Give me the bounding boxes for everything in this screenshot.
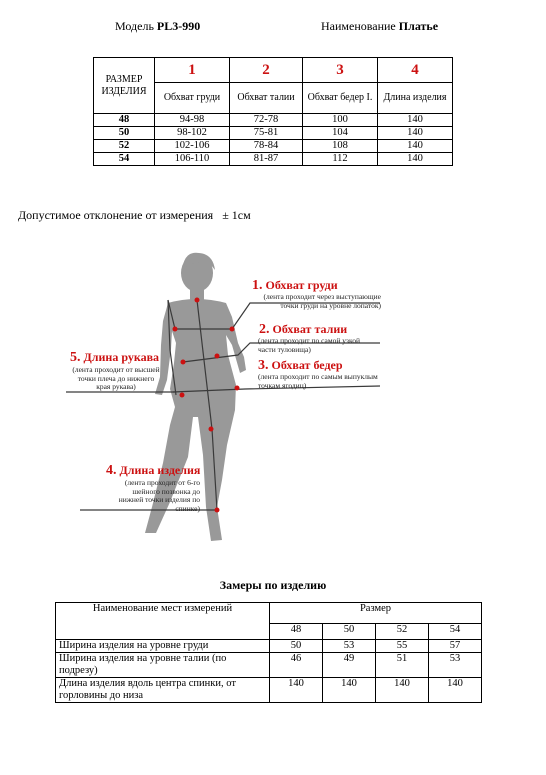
annotation-length-note: (лента проходит от 6-го шейного позвонка до нижней точки изделия по спинке) [118, 478, 200, 513]
col-label: Обхват талии [230, 83, 303, 114]
cell: 78-84 [230, 140, 303, 153]
cell: 140 [378, 127, 453, 140]
tolerance-value: ± 1см [222, 208, 251, 222]
annotation-hips: 3. Обхват бедер [258, 358, 343, 373]
annotation-sleeve-note: (лента проходит от высшей точки плеча до нижнего края рукава) [72, 365, 160, 391]
annotation-chest-note: (лента проходит через выступающие точки груди на уровне лопаток) [263, 292, 381, 310]
table-row [94, 127, 453, 140]
annotation-length: 4. Длина изделия [106, 463, 201, 478]
measures-table [55, 602, 482, 703]
cell: 72-78 [230, 114, 303, 127]
cell: 140 [376, 678, 429, 703]
cell: 55 [376, 640, 429, 653]
cell: 112 [303, 153, 378, 166]
col-number: 2 [230, 58, 303, 83]
table-row [94, 153, 453, 166]
col-number: 4 [378, 58, 453, 83]
cell: 140 [378, 153, 453, 166]
measure-name: Ширина изделия на уровне груди [56, 640, 270, 653]
annotation-sleeve: 5. Длина рукава [70, 350, 160, 365]
tolerance-line [18, 208, 251, 223]
col-number: 3 [303, 58, 378, 83]
annotation-hips-note: (лента проходит по самым выпуклым точкам ягодиц) [258, 372, 378, 390]
place-header: Наименование мест измерений [56, 603, 270, 640]
cell: 49 [323, 653, 376, 678]
row-size: 52 [94, 140, 155, 153]
table-row [94, 114, 453, 127]
cell: 94-98 [155, 114, 230, 127]
cell: 108 [303, 140, 378, 153]
table-row [94, 140, 453, 153]
size-col: 54 [429, 624, 482, 640]
cell: 106-110 [155, 153, 230, 166]
cell: 102-106 [155, 140, 230, 153]
cell: 46 [270, 653, 323, 678]
col-number: 1 [155, 58, 230, 83]
measure-name: Ширина изделия на уровне талии (по подрезу) [56, 653, 270, 678]
row-size: 54 [94, 153, 155, 166]
model-header [115, 19, 200, 34]
model-value: PL3-990 [156, 19, 201, 33]
cell: 140 [378, 140, 453, 153]
size-col: 50 [323, 624, 376, 640]
model-label: Модель [115, 19, 154, 33]
name-header [321, 19, 438, 34]
name-value: Платье [398, 19, 439, 33]
cell: 57 [429, 640, 482, 653]
col-label: Обхват бедер I. [303, 83, 378, 114]
cell: 140 [323, 678, 376, 703]
size-col: 52 [376, 624, 429, 640]
cell: 140 [270, 678, 323, 703]
cell: 50 [270, 640, 323, 653]
cell: 75-81 [230, 127, 303, 140]
annotation-waist-note: (лента проходит по самой узкой части туловища) [258, 336, 360, 354]
measures-title: Замеры по изделию [219, 578, 327, 592]
cell: 140 [378, 114, 453, 127]
cell: 98-102 [155, 127, 230, 140]
table-row [56, 678, 482, 703]
annotation-waist: 2. Обхват талии [259, 322, 348, 337]
row-size: 48 [94, 114, 155, 127]
cell: 100 [303, 114, 378, 127]
table-row [56, 653, 482, 678]
cell: 53 [429, 653, 482, 678]
annotation-chest: 1. Обхват груди [252, 278, 338, 293]
size-table-header-size: РАЗМЕР ИЗДЕЛИЯ [94, 58, 155, 114]
cell: 104 [303, 127, 378, 140]
name-label: Наименование [321, 19, 396, 33]
measure-name: Длина изделия вдоль центра спинки, от горловины до низа [56, 678, 270, 703]
table-row [56, 640, 482, 653]
cell: 81-87 [230, 153, 303, 166]
cell: 53 [323, 640, 376, 653]
size-table [93, 57, 453, 166]
tolerance-text: Допустимое отклонение от измерения [18, 208, 214, 222]
size-header: Размер [270, 603, 482, 624]
col-label: Обхват груди [155, 83, 230, 114]
cell: 140 [429, 678, 482, 703]
col-label: Длина изделия [378, 83, 453, 114]
size-col: 48 [270, 624, 323, 640]
cell: 51 [376, 653, 429, 678]
row-size: 50 [94, 127, 155, 140]
